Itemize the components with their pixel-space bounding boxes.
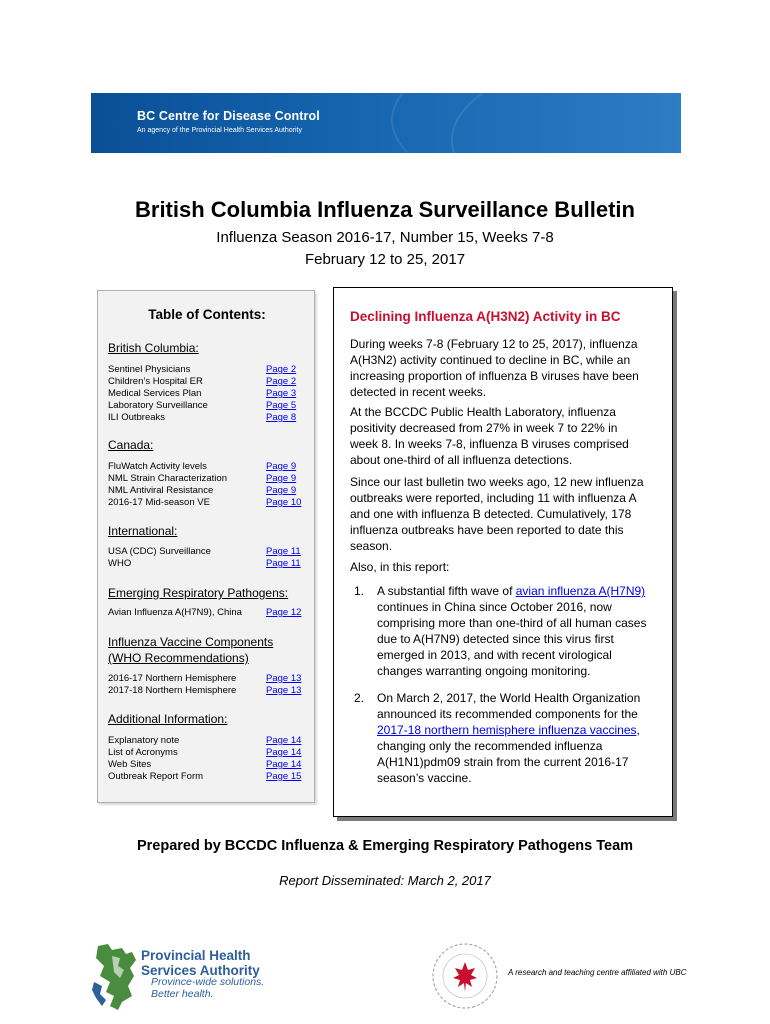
text-line: Provincial Health	[141, 948, 251, 963]
text-line: detected in recent weeks.	[350, 385, 487, 399]
text-line: influenza outbreaks have been reported to date this	[350, 523, 624, 537]
toc-item	[108, 364, 306, 376]
toc-item	[108, 485, 306, 497]
toc-item-label: USA (CDC) Surveillance	[108, 546, 211, 557]
toc-item-label: Medical Services Plan	[108, 388, 202, 399]
toc-page-link[interactable]: Page 14	[266, 735, 302, 746]
toc-item	[108, 473, 306, 485]
toc-item	[108, 376, 306, 388]
text-line: At the BCCDC Public Health Laboratory, influenza	[350, 405, 616, 419]
text-segment: ,	[636, 723, 640, 737]
toc-item	[108, 747, 306, 759]
text-line: due to A(H7N9) detected since this virus first	[377, 632, 614, 646]
toc-title: Table of Contents:	[148, 307, 266, 322]
text-line: changes warranting ongoing monitoring.	[377, 664, 591, 678]
text-line: A(H1N1)pdm09 strain from the current 2016-17	[377, 755, 629, 769]
text-line: increasing proportion of influenza B viruses have been	[350, 369, 639, 383]
toc-item-label: WHO	[108, 558, 132, 569]
text-line: Better health.	[151, 988, 214, 1000]
toc-section-heading: Emerging Respiratory Pathogens:	[108, 586, 289, 600]
toc-page-link[interactable]: Page 14	[266, 759, 302, 770]
toc-section-heading: British Columbia:	[108, 341, 199, 355]
toc-item	[108, 607, 306, 619]
dissemination-date: Report Disseminated: March 2, 2017	[279, 873, 491, 888]
phsa-logo	[92, 942, 282, 1014]
text-line: On March 2, 2017, the World Health Organization	[377, 691, 641, 705]
item-number: 1.	[354, 584, 365, 598]
summary-paragraph: Also, in this report:	[350, 560, 450, 574]
text-line: During weeks 7-8 (February 12 to 25, 2017), influenza	[350, 337, 638, 351]
toc-item-label: Children’s Hospital ER	[108, 376, 203, 387]
page-subtitle: Influenza Season 2016-17, Number 15, Weeks 7-8	[216, 229, 554, 246]
toc-item-label: Sentinel Physicians	[108, 364, 191, 375]
text-line: and one with influenza B detected. Cumulatively, 178	[350, 507, 632, 521]
toc-item-label: Outbreak Report Form	[108, 771, 204, 782]
toc-section-heading: Canada:	[108, 438, 154, 452]
toc-item-label: 2016-17 Mid-season VE	[108, 497, 210, 508]
toc-item-label: 2017-18 Northern Hemisphere	[108, 685, 237, 696]
toc-section-heading: Additional Information:	[108, 712, 228, 726]
ubc-affiliation: A research and teaching centre affiliated with UBC	[508, 968, 687, 977]
toc-item	[108, 771, 306, 783]
text-line: about one-third of all influenza detections.	[350, 453, 573, 467]
avian-influenza-link[interactable]: avian influenza A(H7N9)	[515, 584, 646, 598]
toc-item-label: Avian Influenza A(H7N9), China	[108, 607, 242, 618]
toc-item-label: NML Strain Characterization	[108, 473, 227, 484]
toc-item	[108, 461, 306, 473]
toc-item	[108, 400, 306, 412]
text-line: announced its recommended components for the	[377, 707, 638, 721]
toc-page-link[interactable]: Page 13	[266, 685, 302, 696]
text-line: emerged in 2013, and with recent virological	[377, 648, 612, 662]
toc-item-label: Explanatory note	[108, 735, 180, 746]
toc-page-link[interactable]: Page 9	[266, 485, 297, 496]
text-line: Province-wide solutions.	[151, 976, 265, 988]
toc-item-label: ILI Outbreaks	[108, 412, 166, 423]
toc-item	[108, 412, 306, 424]
toc-page-link[interactable]: Page 15	[266, 771, 302, 782]
phsa-name	[141, 948, 260, 978]
prepared-by: Prepared by BCCDC Influenza & Emerging Respiratory Pathogens Team	[136, 838, 634, 854]
toc-page-link[interactable]: Page 12	[266, 607, 302, 618]
text-line: positivity decreased from 27% in week 7 to 22% in	[350, 421, 618, 435]
toc-page-link[interactable]: Page 2	[266, 376, 297, 387]
bccdc-banner	[91, 93, 681, 153]
toc-page-link[interactable]: Page 11	[266, 558, 301, 569]
toc-item	[108, 759, 306, 771]
text-line: season.	[350, 539, 393, 553]
text-line: season’s vaccine.	[377, 771, 472, 785]
banner-subtitle: An agency of the Provincial Health Services Authority	[137, 127, 302, 134]
bc-map-icon	[92, 942, 140, 1012]
text-line: outbreaks were reported, including 11 with influenza A	[350, 491, 637, 505]
text-line: week 8. In weeks 7-8, influenza B viruses comprised	[350, 437, 629, 451]
toc-item	[108, 673, 306, 685]
phsa-tagline	[151, 976, 264, 1000]
summary-paragraph	[350, 336, 662, 400]
toc-section-heading: Influenza Vaccine Components	[108, 635, 274, 649]
text-segment: A substantial fifth wave of	[377, 584, 516, 598]
text-line: Services Authority	[141, 963, 260, 978]
text-line: Since our last bulletin two weeks ago, 12 new influenza	[350, 475, 644, 489]
toc-page-link[interactable]: Page 14	[266, 747, 302, 758]
page-date: February 12 to 25, 2017	[304, 251, 466, 268]
toc-item-label: NML Antiviral Resistance	[108, 485, 214, 496]
toc-page-link[interactable]: Page 13	[266, 673, 302, 684]
toc-page-link[interactable]: Page 2	[266, 364, 297, 375]
text-line: comprising more than one-third of all human cases	[377, 616, 647, 630]
toc-item	[108, 497, 306, 509]
toc-page-link[interactable]: Page 5	[266, 400, 297, 411]
text-line: A(H3N2) activity continued to decline in BC, while an	[350, 353, 631, 367]
toc-item	[108, 546, 306, 558]
toc-item-label: List of Acronyms	[108, 747, 178, 758]
table-of-contents	[97, 290, 315, 803]
toc-item	[108, 735, 306, 747]
toc-item	[108, 685, 306, 697]
summary-paragraph	[350, 474, 662, 554]
summary-paragraph	[350, 404, 662, 468]
toc-item-label: 2016-17 Northern Hemisphere	[108, 673, 237, 684]
toc-page-link[interactable]: Page 8	[266, 412, 297, 423]
toc-page-link[interactable]: Page 10	[266, 497, 302, 508]
toc-item-label: Laboratory Surveillance	[108, 400, 208, 411]
toc-page-link[interactable]: Page 9	[266, 461, 297, 472]
banner-title: BC Centre for Disease Control	[137, 109, 320, 123]
toc-page-link[interactable]: Page 3	[266, 388, 297, 399]
summary-box	[333, 287, 673, 817]
page-title: British Columbia Influenza Surveillance Bulletin	[135, 197, 635, 222]
text-line: continues in China since October 2016, now	[377, 600, 612, 614]
toc-item	[108, 558, 306, 570]
summary-heading: Declining Influenza A(H3N2) Activity in BC	[350, 309, 621, 324]
accreditation-seal-icon	[430, 940, 500, 1012]
toc-page-link[interactable]: Page 9	[266, 473, 297, 484]
banner-decoration	[451, 93, 681, 153]
toc-section-heading: (WHO Recommendations)	[108, 651, 249, 665]
item-number: 2.	[354, 691, 365, 705]
toc-item-label: FluWatch Activity levels	[108, 461, 207, 472]
toc-page-link[interactable]: Page 11	[266, 546, 301, 557]
toc-section-heading: International:	[108, 524, 178, 538]
toc-item-label: Web Sites	[108, 759, 152, 770]
toc-item	[108, 388, 306, 400]
text-line: changing only the recommended influenza	[377, 739, 603, 753]
vaccine-components-link[interactable]: 2017-18 northern hemisphere influenza vaccines	[377, 723, 637, 737]
